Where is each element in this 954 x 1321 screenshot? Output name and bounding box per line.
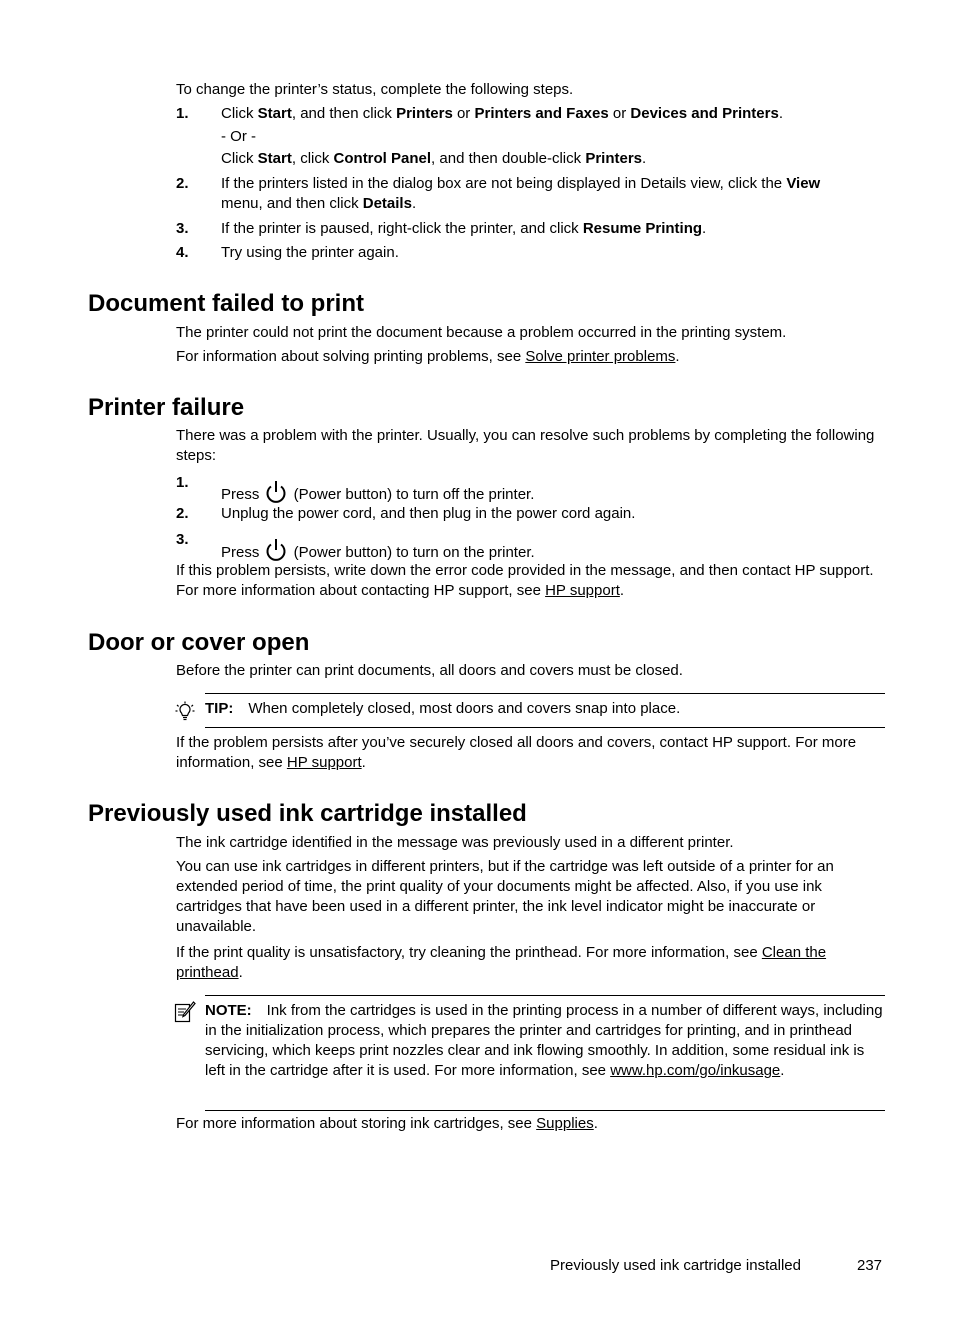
hp-support-link[interactable]: HP support bbox=[545, 582, 620, 599]
paragraph: If the print quality is unsatisfactory, try cleaning the printhead. For more information, see Clean the printhead. bbox=[176, 944, 827, 981]
step-number: 2. bbox=[176, 505, 189, 522]
footer-section-title: Previously used ink cartridge installed bbox=[550, 1257, 801, 1274]
note-text: Ink from the cartridges is used in the printing process in a number of different ways, including in the initialization process, which prepares the printer and cartridges for printing, and in printhead servicing, which keeps print nozzles clear and ink flowing smoothly. In addition, some residual ink is left in the cartridge after it is used. For more information, see bbox=[205, 1002, 883, 1079]
section-heading: Previously used ink cartridge installed bbox=[88, 800, 527, 827]
section-heading: Printer failure bbox=[88, 394, 245, 421]
power-icon bbox=[264, 537, 288, 563]
hp-support-link[interactable]: HP support bbox=[286, 754, 362, 771]
page-number: 237 bbox=[857, 1257, 883, 1274]
tip-text: When completely closed, most doors and covers snap into place. bbox=[248, 700, 681, 717]
clean-printhead-link[interactable]: Clean the printhead bbox=[176, 944, 827, 981]
step-text: Try using the printer again. bbox=[221, 244, 399, 261]
step-text: Click Start, click Control Panel, and then double-click Printers. bbox=[221, 150, 647, 167]
section-heading: Door or cover open bbox=[88, 629, 310, 656]
step-number: 3. bbox=[176, 220, 189, 237]
or-separator: - Or - bbox=[221, 128, 256, 145]
step-number: 3. bbox=[176, 531, 189, 548]
step-text: Click Start, and then click Printers or Printers and Faxes or Devices and Printers. bbox=[221, 105, 783, 122]
step-number: 1. bbox=[176, 474, 189, 491]
intro-text: To change the printer’s status, complete the following steps. bbox=[176, 81, 574, 98]
step-number: 4. bbox=[176, 244, 189, 261]
paragraph: You can use ink cartridges in different printers, but if the cartridge was left outside of a printer for an extended period of time, the print quality of your documents might be affected. Also, if you use ink cartridges that have been used in a different printer, the ink level indicator might be inaccurate or unavailable. bbox=[176, 858, 834, 935]
step-text: Press (Power button) to turn on the printer. bbox=[221, 537, 886, 563]
note-bottom-rule bbox=[205, 1110, 885, 1111]
lightbulb-icon bbox=[175, 701, 195, 723]
tip-box bbox=[205, 699, 885, 719]
tip-bottom-rule bbox=[205, 727, 885, 728]
step-text: Unplug the power cord, and then plug in the power cord again. bbox=[221, 505, 636, 522]
tip-label: TIP: bbox=[205, 700, 234, 717]
inkusage-link[interactable]: www.hp.com/go/inkusage bbox=[610, 1062, 781, 1079]
solve-printer-problems-link[interactable]: Solve printer problems bbox=[525, 348, 676, 365]
step-text: If the printer is paused, right-click the printer, and click Resume Printing. bbox=[221, 220, 707, 237]
paragraph: Before the printer can print documents, all doors and covers must be closed. bbox=[176, 662, 683, 679]
paragraph: If this problem persists, write down the error code provided in the message, and then contact HP support. For more information about contacting HP support, see HP support. bbox=[176, 562, 874, 599]
paragraph: For more information about storing ink cartridges, see Supplies. bbox=[176, 1115, 598, 1132]
note-icon bbox=[174, 1001, 196, 1023]
note-label: NOTE: bbox=[205, 1002, 252, 1019]
supplies-link[interactable]: Supplies bbox=[536, 1115, 594, 1132]
tip-top-rule bbox=[205, 693, 885, 694]
paragraph: The printer could not print the document because a problem occurred in the printing system. bbox=[176, 324, 787, 341]
step-number: 1. bbox=[176, 105, 189, 122]
paragraph: There was a problem with the printer. Usually, you can resolve such problems by completing the following steps: bbox=[176, 427, 875, 464]
step-number: 2. bbox=[176, 175, 189, 192]
paragraph: The ink cartridge identified in the message was previously used in a different printer. bbox=[176, 834, 734, 851]
power-icon bbox=[264, 479, 288, 505]
step-text: If the printers listed in the dialog box are not being displayed in Details view, click the View menu, and then click Details. bbox=[221, 175, 821, 212]
step-text: Press (Power button) to turn off the printer. bbox=[221, 479, 886, 505]
paragraph: If the problem persists after you’ve securely closed all doors and covers, contact HP support. For more information, see HP support. bbox=[176, 734, 857, 771]
section-heading: Document failed to print bbox=[88, 290, 364, 317]
note-top-rule bbox=[205, 995, 885, 996]
paragraph: For information about solving printing problems, see Solve printer problems. bbox=[176, 348, 680, 365]
note-box: NOTE: Ink from the cartridges is used in the printing process in a number of different ways, including in the initialization process, which prepares the printer and cartridges for printing, and in printhead servicing, which keeps print nozzles clear and ink flowing smoothly. In addition, some residual ink is left in the cartridge after it is used. For more information, see www.hp.com/go/inkusage. bbox=[205, 1002, 883, 1079]
